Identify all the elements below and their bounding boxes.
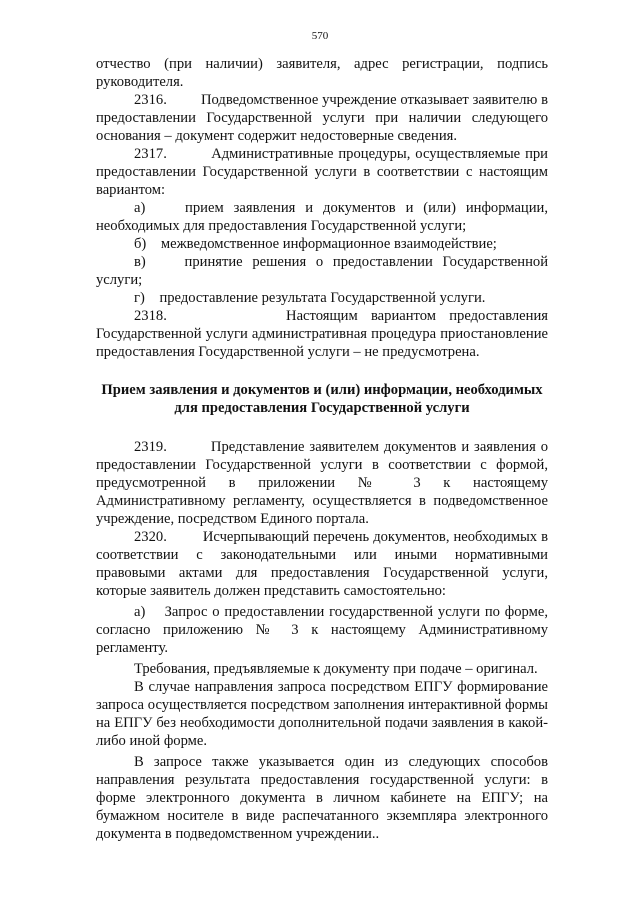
paragraph-2316: 2316. Подведомственное учреждение отказывает заявителю в предоставлении Государственной услуги при наличии следующего основания – документ содержит недостоверные сведения. [96, 92, 548, 144]
paragraph-requirements: Требования, предъявляемые к документу при подаче – оригинал. [134, 661, 538, 677]
list-item-v: в) принятие решения о предоставлении Государственной услуги; [96, 254, 548, 288]
paragraph-2319: 2319. Представление заявителем документов и заявления о предоставлении Государственной услуги в соответствии с формой, предусмотренной в приложении № 3 к настоящему Административному регламенту, осуществляется в подведомственное учреждение, посредством Единого портала. [96, 439, 548, 527]
paragraph-epgu: В случае направления запроса посредством ЕПГУ формирование запроса осуществляется посредством заполнения интерактивной формы на ЕПГУ без необходимости дополнительной подачи заявления в какой-либо иной форме. [96, 679, 548, 749]
paragraph-2317: 2317. Административные процедуры, осуществляемые при предоставлении Государственной услуги в соответствии с настоящим вариантом: [96, 146, 548, 198]
paragraph-continuation: отчество (при наличии) заявителя, адрес регистрации, подпись руководителя. [96, 56, 548, 90]
page-number: 570 [311, 30, 329, 42]
section-heading: Прием заявления и документов и (или) информации, необходимых для предоставления Государственной услуги [101, 382, 543, 416]
paragraph-result-method: В запросе также указывается один из следующих способов направления результата предоставления государственной услуги: в форме электронного документа в личном кабинете на ЕПГУ; на бумажном носителе в виде распечатанного экземпляра электронного документа в подведомственном учреждении.. [96, 754, 548, 842]
paragraph-2320: 2320. Исчерпывающий перечень документов, необходимых в соответствии с законодательными или иными нормативными правовыми актами для предоставления Государственной услуги, которые заявитель должен представить самостоятельно: [96, 529, 548, 599]
list-item-a2: а) Запрос о предоставлении государственной услуги по форме, согласно приложению № 3 к настоящему Административному регламенту. [96, 604, 548, 656]
list-item-a: а) прием заявления и документов и (или) информации, необходимых для предоставления Государственной услуги; [96, 200, 548, 234]
list-item-g: г) предоставление результата Государственной услуги. [134, 290, 486, 306]
paragraph-2318: 2318. Настоящим вариантом предоставления Государственной услуги административная процедура приостановление предоставления Государственной услуги – не предусмотрена. [96, 308, 548, 360]
document-body [96, 55, 548, 843]
list-item-b: б) межведомственное информационное взаимодействие; [134, 236, 497, 252]
